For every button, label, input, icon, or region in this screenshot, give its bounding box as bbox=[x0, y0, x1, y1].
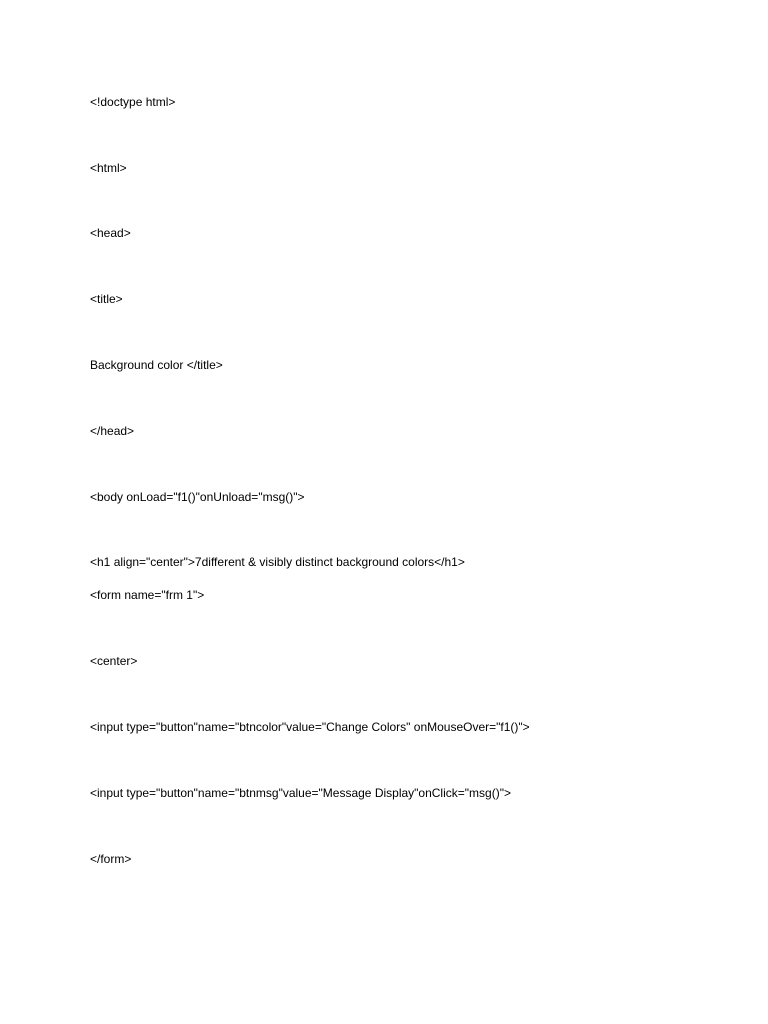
code-line-title-text: Background color </title> bbox=[90, 358, 223, 372]
code-line-head-open: <head> bbox=[90, 226, 131, 240]
code-line-input-btncolor: <input type="button"name="btncolor"value="Change Colors" onMouseOver="f1()"> bbox=[90, 720, 530, 734]
code-line-h1: <h1 align="center">7different & visibly distinct background colors</h1> bbox=[90, 555, 465, 569]
code-line-body-open: <body onLoad="f1()"onUnload="msg()"> bbox=[90, 490, 305, 504]
code-line-html-open: <html> bbox=[90, 161, 127, 175]
code-line-form-close: </form> bbox=[90, 852, 132, 866]
code-line-head-close: </head> bbox=[90, 424, 135, 438]
code-line-input-btnmsg: <input type="button"name="btnmsg"value="Message Display"onClick="msg()"> bbox=[90, 786, 511, 800]
code-line-title-open: <title> bbox=[90, 292, 123, 306]
code-line-doctype: <!doctype html> bbox=[90, 95, 176, 109]
code-line-center-open: <center> bbox=[90, 654, 138, 668]
code-line-form-open: <form name="frm 1"> bbox=[90, 588, 205, 602]
